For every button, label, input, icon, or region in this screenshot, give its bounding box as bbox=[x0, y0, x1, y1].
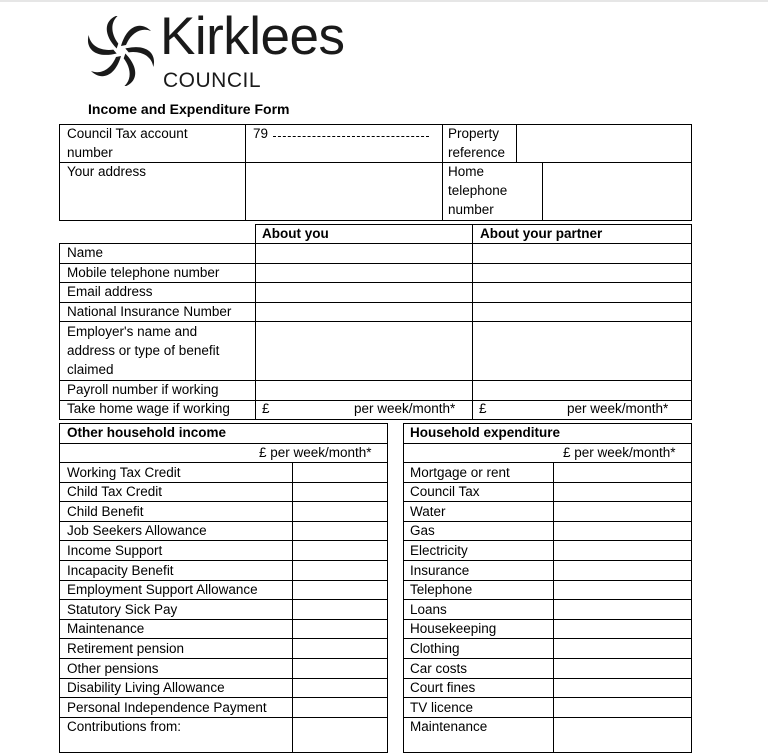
row-label: Personal Independence Payment bbox=[67, 699, 267, 715]
amount-field[interactable] bbox=[294, 698, 386, 716]
row-label: Water bbox=[410, 503, 446, 519]
row-divider bbox=[403, 482, 692, 483]
row-divider bbox=[59, 658, 388, 659]
row-label: Housekeeping bbox=[410, 621, 497, 637]
about-row-label: National Insurance Number bbox=[67, 304, 232, 319]
phone-label-line2: telephone bbox=[448, 183, 508, 198]
row-divider bbox=[403, 638, 692, 639]
amount-field[interactable] bbox=[294, 502, 386, 520]
row-label: Incapacity Benefit bbox=[67, 562, 174, 578]
row-divider bbox=[403, 658, 692, 659]
phone-label-line3: number bbox=[448, 202, 494, 217]
row-divider bbox=[403, 521, 692, 522]
amount-field[interactable] bbox=[555, 639, 690, 657]
employer-label-line3: claimed bbox=[67, 362, 114, 377]
amount-field[interactable] bbox=[555, 561, 690, 579]
about-you-heading: About you bbox=[262, 226, 329, 241]
amount-field[interactable] bbox=[555, 718, 690, 736]
row-divider bbox=[59, 521, 388, 522]
row-label: Other pensions bbox=[67, 660, 159, 676]
row-label: Clothing bbox=[410, 640, 460, 656]
row-divider bbox=[59, 560, 388, 561]
row-label: Gas bbox=[410, 523, 435, 539]
amount-field[interactable] bbox=[294, 522, 386, 540]
row-label: Child Tax Credit bbox=[67, 484, 163, 500]
about-partner-heading: About your partner bbox=[480, 226, 603, 241]
row-divider bbox=[403, 619, 692, 620]
property-label-line1: Property bbox=[448, 126, 500, 141]
expenditure-column-heading: £ per week/month* bbox=[563, 445, 676, 460]
row-divider bbox=[59, 580, 388, 581]
wage-period-partner: per week/month* bbox=[567, 401, 669, 416]
row-label: Employment Support Allowance bbox=[67, 582, 258, 598]
account-label-line2: number bbox=[67, 145, 113, 160]
row-label: Retirement pension bbox=[67, 640, 185, 656]
amount-field[interactable] bbox=[294, 561, 386, 579]
row-divider bbox=[59, 638, 388, 639]
about-row-label: Email address bbox=[67, 284, 153, 299]
row-label: Car costs bbox=[410, 660, 468, 676]
top-border bbox=[0, 0, 768, 2]
amount-field[interactable] bbox=[294, 581, 386, 599]
amount-field[interactable] bbox=[294, 679, 386, 697]
account-label-line1: Council Tax account bbox=[67, 126, 188, 141]
row-label: Maintenance bbox=[67, 621, 145, 637]
amount-field[interactable] bbox=[555, 659, 690, 677]
row-divider bbox=[403, 580, 692, 581]
row-label: Loans bbox=[410, 601, 447, 617]
row-label: Electricity bbox=[410, 542, 468, 558]
property-label-line2: reference bbox=[448, 145, 506, 160]
amount-field[interactable] bbox=[555, 679, 690, 697]
wage-currency-partner: £ bbox=[479, 401, 487, 416]
amount-field[interactable] bbox=[555, 463, 690, 481]
row-label: Child Benefit bbox=[67, 503, 144, 519]
payroll-label: Payroll number if working bbox=[67, 382, 219, 397]
income-title: Other household income bbox=[67, 425, 227, 440]
amount-field[interactable] bbox=[294, 718, 386, 736]
row-divider bbox=[403, 678, 692, 679]
amount-field[interactable] bbox=[555, 541, 690, 559]
row-label: Income Support bbox=[67, 542, 163, 558]
row-divider bbox=[403, 717, 692, 718]
row-divider bbox=[59, 501, 388, 502]
row-divider bbox=[59, 599, 388, 600]
wage-label: Take home wage if working bbox=[67, 401, 230, 416]
phone-label-line1: Home bbox=[448, 164, 485, 179]
employer-label-line2: address or type of benefit bbox=[67, 343, 220, 358]
row-label: Disability Living Allowance bbox=[67, 680, 225, 696]
row-label: Job Seekers Allowance bbox=[67, 523, 207, 539]
row-divider bbox=[59, 482, 388, 483]
wage-currency-you: £ bbox=[262, 401, 270, 416]
amount-field[interactable] bbox=[555, 581, 690, 599]
row-label: Working Tax Credit bbox=[67, 464, 181, 480]
amount-field[interactable] bbox=[294, 483, 386, 501]
amount-field[interactable] bbox=[294, 541, 386, 559]
row-label: Court fines bbox=[410, 680, 476, 696]
about-row-label: Name bbox=[67, 245, 104, 260]
row-divider bbox=[403, 540, 692, 541]
row-label: Maintenance bbox=[410, 719, 488, 735]
amount-field[interactable] bbox=[294, 463, 386, 481]
form-title: Income and Expenditure Form bbox=[88, 101, 290, 117]
account-number-field[interactable] bbox=[273, 136, 429, 137]
amount-field[interactable] bbox=[555, 483, 690, 501]
about-row-label: Mobile telephone number bbox=[67, 265, 220, 280]
brand-subname: COUNCIL bbox=[163, 69, 262, 92]
wage-period-you: per week/month* bbox=[354, 401, 456, 416]
row-divider bbox=[403, 501, 692, 502]
row-divider bbox=[59, 540, 388, 541]
expenditure-title: Household expenditure bbox=[410, 425, 561, 440]
amount-field[interactable] bbox=[294, 659, 386, 677]
brand-name: Kirklees bbox=[160, 7, 345, 66]
row-divider bbox=[59, 697, 388, 698]
amount-field[interactable] bbox=[294, 620, 386, 638]
amount-field[interactable] bbox=[555, 522, 690, 540]
row-divider bbox=[59, 619, 388, 620]
amount-field[interactable] bbox=[555, 698, 690, 716]
amount-field[interactable] bbox=[555, 600, 690, 618]
row-label: Council Tax bbox=[410, 484, 480, 500]
row-divider bbox=[59, 678, 388, 679]
account-prefix[interactable]: 79 bbox=[253, 126, 269, 141]
row-divider bbox=[59, 717, 388, 718]
row-label: Telephone bbox=[410, 582, 473, 598]
address-label: Your address bbox=[67, 164, 147, 179]
row-label: Statutory Sick Pay bbox=[67, 601, 178, 617]
row-label: Mortgage or rent bbox=[410, 464, 510, 480]
employer-label-line1: Employer's name and bbox=[67, 324, 198, 339]
amount-field[interactable] bbox=[555, 502, 690, 520]
row-divider bbox=[403, 599, 692, 600]
amount-field[interactable] bbox=[555, 620, 690, 638]
kirklees-logo-icon bbox=[86, 16, 156, 86]
row-label: TV licence bbox=[410, 699, 474, 715]
amount-field[interactable] bbox=[294, 600, 386, 618]
row-label: Insurance bbox=[410, 562, 470, 578]
row-label: Contributions from: bbox=[67, 719, 182, 735]
amount-field[interactable] bbox=[294, 639, 386, 657]
row-divider bbox=[403, 697, 692, 698]
row-divider bbox=[403, 560, 692, 561]
income-column-heading: £ per week/month* bbox=[259, 445, 372, 460]
